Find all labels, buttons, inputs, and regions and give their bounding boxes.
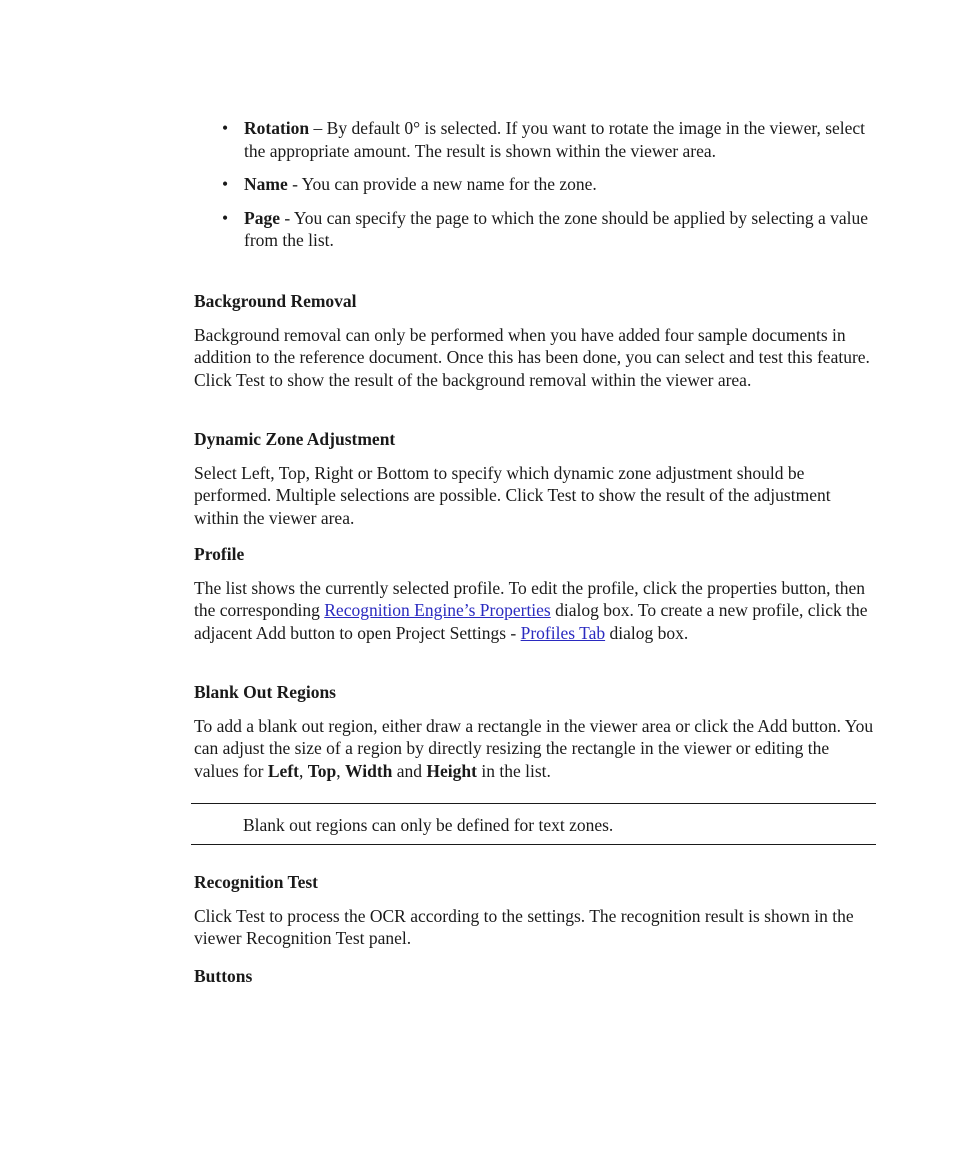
blank-out-text-1: To add a blank out region, either draw a rectangle in the viewer area or click the Add button. You can adjust the size of a region by directly resizing the rectangle in the viewer or editing the values for xyxy=(194,715,874,781)
bullet-rotation xyxy=(222,117,872,162)
section-heading: Recognition Test xyxy=(194,872,318,892)
section-body: Select Left, Top, Right or Bottom to specify which dynamic zone adjustment should be performed. Multiple selections are possible. Click Test to show the result of the adjustment within the viewer area. xyxy=(194,462,831,528)
profiles-tab-link[interactable]: Profiles Tab xyxy=(520,622,606,643)
term-height: Height xyxy=(426,760,477,781)
bullet-dot: • xyxy=(222,207,229,228)
note-box xyxy=(191,803,876,845)
bullet-dot: • xyxy=(222,174,229,194)
section-heading: Blank Out Regions xyxy=(194,682,336,702)
term-width: Width xyxy=(345,760,393,781)
separator: and xyxy=(392,760,427,781)
section-body: Background removal can only be performed when you have added four sample documents in addition to the reference document. Once this has been done, you can select and test this feature. Click Test to show the result of the background removal within the viewer area. xyxy=(194,324,870,390)
bullet-name xyxy=(222,173,872,196)
bullet-term: Rotation xyxy=(244,118,310,138)
section-background-removal xyxy=(194,290,874,391)
section-body xyxy=(194,577,874,645)
section-dynamic-zone-adjustment xyxy=(194,428,874,529)
bullet-text: - You can specify the page to which the zone should be applied by selecting a value from the list. xyxy=(244,207,868,250)
term-left: Left xyxy=(267,760,299,781)
bullet-dot: • xyxy=(222,118,229,138)
section-body xyxy=(194,715,874,783)
section-heading: Profile xyxy=(194,544,245,564)
section-heading: Background Removal xyxy=(194,291,357,311)
profile-text-2: dialog box. To create a new profile, click the adjacent Add button to open Project Settings - xyxy=(194,600,868,643)
separator: , xyxy=(336,760,346,781)
section-buttons xyxy=(194,965,874,988)
bullet-term: Page xyxy=(244,207,280,228)
term-top: Top xyxy=(307,760,337,781)
note-text: Blank out regions can only be defined for text zones. xyxy=(243,815,614,835)
profile-text-3: dialog box. xyxy=(605,622,689,643)
section-heading: Dynamic Zone Adjustment xyxy=(194,429,396,449)
section-heading: Buttons xyxy=(194,966,253,986)
bullet-term: Name xyxy=(244,174,288,194)
section-profile xyxy=(194,543,874,644)
section-blank-out-regions xyxy=(194,681,874,782)
property-bullet-list xyxy=(222,117,872,263)
section-recognition-test xyxy=(194,871,874,950)
bullet-text: – By default 0° is selected. If you want to rotate the image in the viewer, select the appropriate amount. The result is shown within the viewer area. xyxy=(244,118,866,161)
separator: , xyxy=(298,760,308,781)
recognition-engine-properties-link[interactable]: Recognition Engine’s Properties xyxy=(324,600,551,620)
blank-out-text-2: in the list. xyxy=(476,760,551,781)
profile-text-1: The list shows the currently selected profile. To edit the profile, click the properties button, then the corresponding xyxy=(194,577,866,620)
bullet-page xyxy=(222,207,872,252)
section-body: Click Test to process the OCR according to the settings. The recognition result is shown in the viewer Recognition Test panel. xyxy=(194,905,854,948)
bullet-text: - You can provide a new name for the zone. xyxy=(287,174,597,194)
